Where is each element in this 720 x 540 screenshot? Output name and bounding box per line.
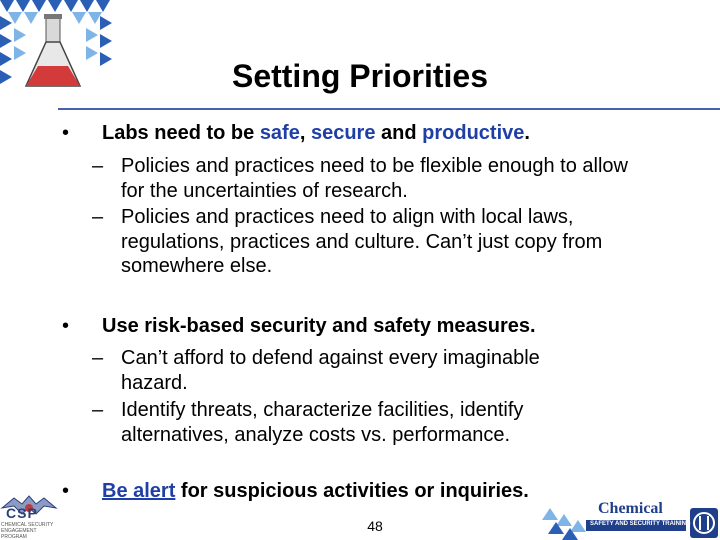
- bullet-1-text: [102, 122, 530, 145]
- title-divider: [58, 108, 720, 110]
- chemical-logo-text: Chemical: [598, 500, 663, 517]
- dash-marker: –: [92, 155, 104, 177]
- dash-marker: –: [92, 399, 104, 421]
- bullet-2-text: Use risk-based security and safety measures.: [102, 315, 536, 337]
- bullet-1-part: ,: [299, 122, 311, 144]
- bullet-1-keyword-productive: productive: [422, 122, 525, 144]
- sub-text: Policies and practices need to align with local laws, regulations, practices and culture. Can’t just copy from somewhere else.: [121, 206, 603, 277]
- sub-text: Can’t afford to defend against every imaginable hazard.: [121, 347, 540, 394]
- bullet-marker: •: [62, 315, 70, 337]
- bullet-1-part: .: [524, 122, 530, 144]
- page-number: 48: [367, 518, 383, 534]
- chemical-logo-bar-text: SAFETY AND SECURITY TRAINING: [590, 521, 691, 527]
- bullet-marker: •: [62, 480, 70, 502]
- bullet-marker: •: [62, 122, 70, 144]
- sub-text: Identify threats, characterize facilities, identify alternatives, analyze costs vs. performance.: [121, 399, 524, 446]
- dash-marker: –: [92, 347, 104, 369]
- bullet-1-keyword-safe: safe: [259, 122, 300, 144]
- csp-logo-subtitle: CHEMICAL SECURITY ENGAGEMENT PROGRAM: [1, 522, 54, 540]
- sub-text: Policies and practices need to be flexible enough to allow for the uncertainties of research.: [121, 155, 628, 202]
- bullet-1-part: and: [375, 122, 423, 144]
- bullet-3-rest: for suspicious activities or inquiries.: [175, 480, 529, 502]
- bullet-1-keyword-secure: secure: [310, 122, 376, 144]
- bullet-1-part: Labs need to be: [102, 122, 260, 144]
- page-title: Setting Priorities: [231, 58, 489, 94]
- bullet-3-text: [102, 480, 529, 503]
- be-alert-link[interactable]: Be alert: [102, 480, 176, 502]
- flask-logo-icon: [0, 0, 112, 112]
- csp-logo-text: CSP: [6, 505, 38, 521]
- dash-marker: –: [92, 206, 104, 228]
